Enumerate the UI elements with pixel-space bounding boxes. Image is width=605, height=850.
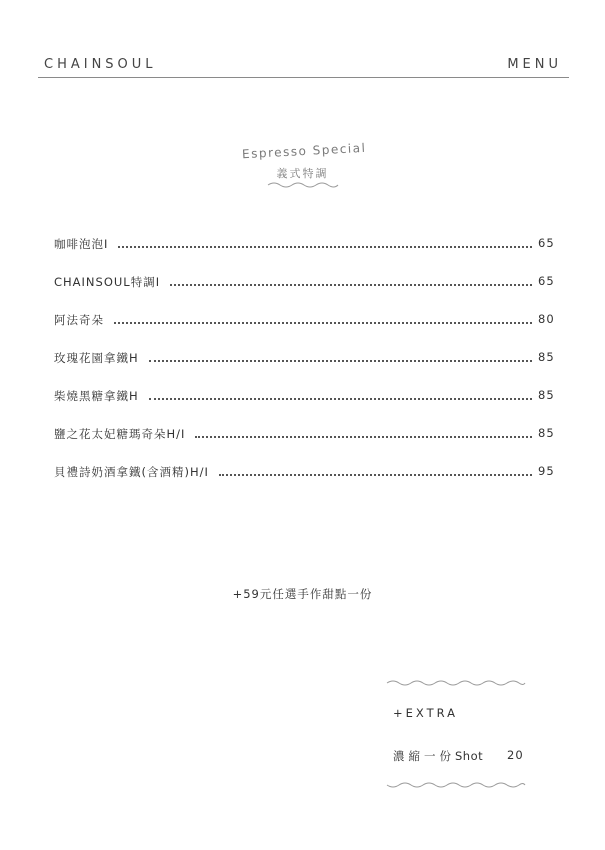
menu-item xyxy=(54,464,554,502)
section-title-zh: 義式特調 xyxy=(276,167,329,180)
menu-item-price: 85 xyxy=(538,426,555,440)
menu-item xyxy=(54,426,554,464)
menu-item-price: 65 xyxy=(538,236,555,250)
menu-item-name: 阿法奇朵 xyxy=(54,313,104,327)
menu-item xyxy=(54,236,554,274)
menu-item-price: 95 xyxy=(538,464,555,478)
menu-item-price: 65 xyxy=(538,274,555,288)
menu-item-name: 貝禮詩奶酒拿鐵(含酒精)H/I xyxy=(54,465,209,479)
menu-item-name: 柴燒黑糖拿鐵H xyxy=(54,389,139,403)
extra-item-label-en: Shot xyxy=(455,749,484,763)
menu-item-price: 85 xyxy=(538,350,555,364)
section-title-en xyxy=(0,140,605,162)
extra-item xyxy=(393,748,483,764)
menu-item-price: 80 xyxy=(538,312,555,326)
brand-name: CHAINSOUL xyxy=(44,57,157,72)
menu-item-name: 鹽之花太妃糖瑪奇朵H/I xyxy=(54,427,186,441)
header-divider xyxy=(38,77,569,78)
section-title-en-text: Espresso Special xyxy=(242,140,367,162)
menu-item-name: CHAINSOUL特調I xyxy=(54,275,161,289)
menu-item xyxy=(54,312,554,350)
dot-leader xyxy=(219,464,532,476)
dot-leader xyxy=(114,312,532,324)
dessert-note: +59元任選手作甜點一份 xyxy=(232,587,373,601)
menu-item-list xyxy=(54,236,554,502)
extra-title: +EXTRA xyxy=(393,706,458,720)
menu-item-name: 玫瑰花園拿鐵H xyxy=(54,351,139,365)
wave-divider xyxy=(267,180,339,190)
menu-item-price: 85 xyxy=(538,388,555,402)
menu-label: MENU xyxy=(507,57,562,72)
dot-leader xyxy=(118,236,532,248)
wave-divider-top xyxy=(386,678,526,688)
dot-leader xyxy=(149,350,532,362)
menu-item-name: 咖啡泡泡I xyxy=(54,237,109,251)
wave-divider-bottom xyxy=(386,780,526,790)
menu-item xyxy=(54,274,554,312)
dot-leader xyxy=(149,388,532,400)
dot-leader xyxy=(195,426,532,438)
menu-item xyxy=(54,350,554,388)
dot-leader xyxy=(170,274,532,286)
menu-item xyxy=(54,388,554,426)
extra-item-label-zh: 濃縮一份 xyxy=(393,749,455,763)
extra-item-price: 20 xyxy=(507,748,524,762)
extra-item-label xyxy=(393,749,483,763)
